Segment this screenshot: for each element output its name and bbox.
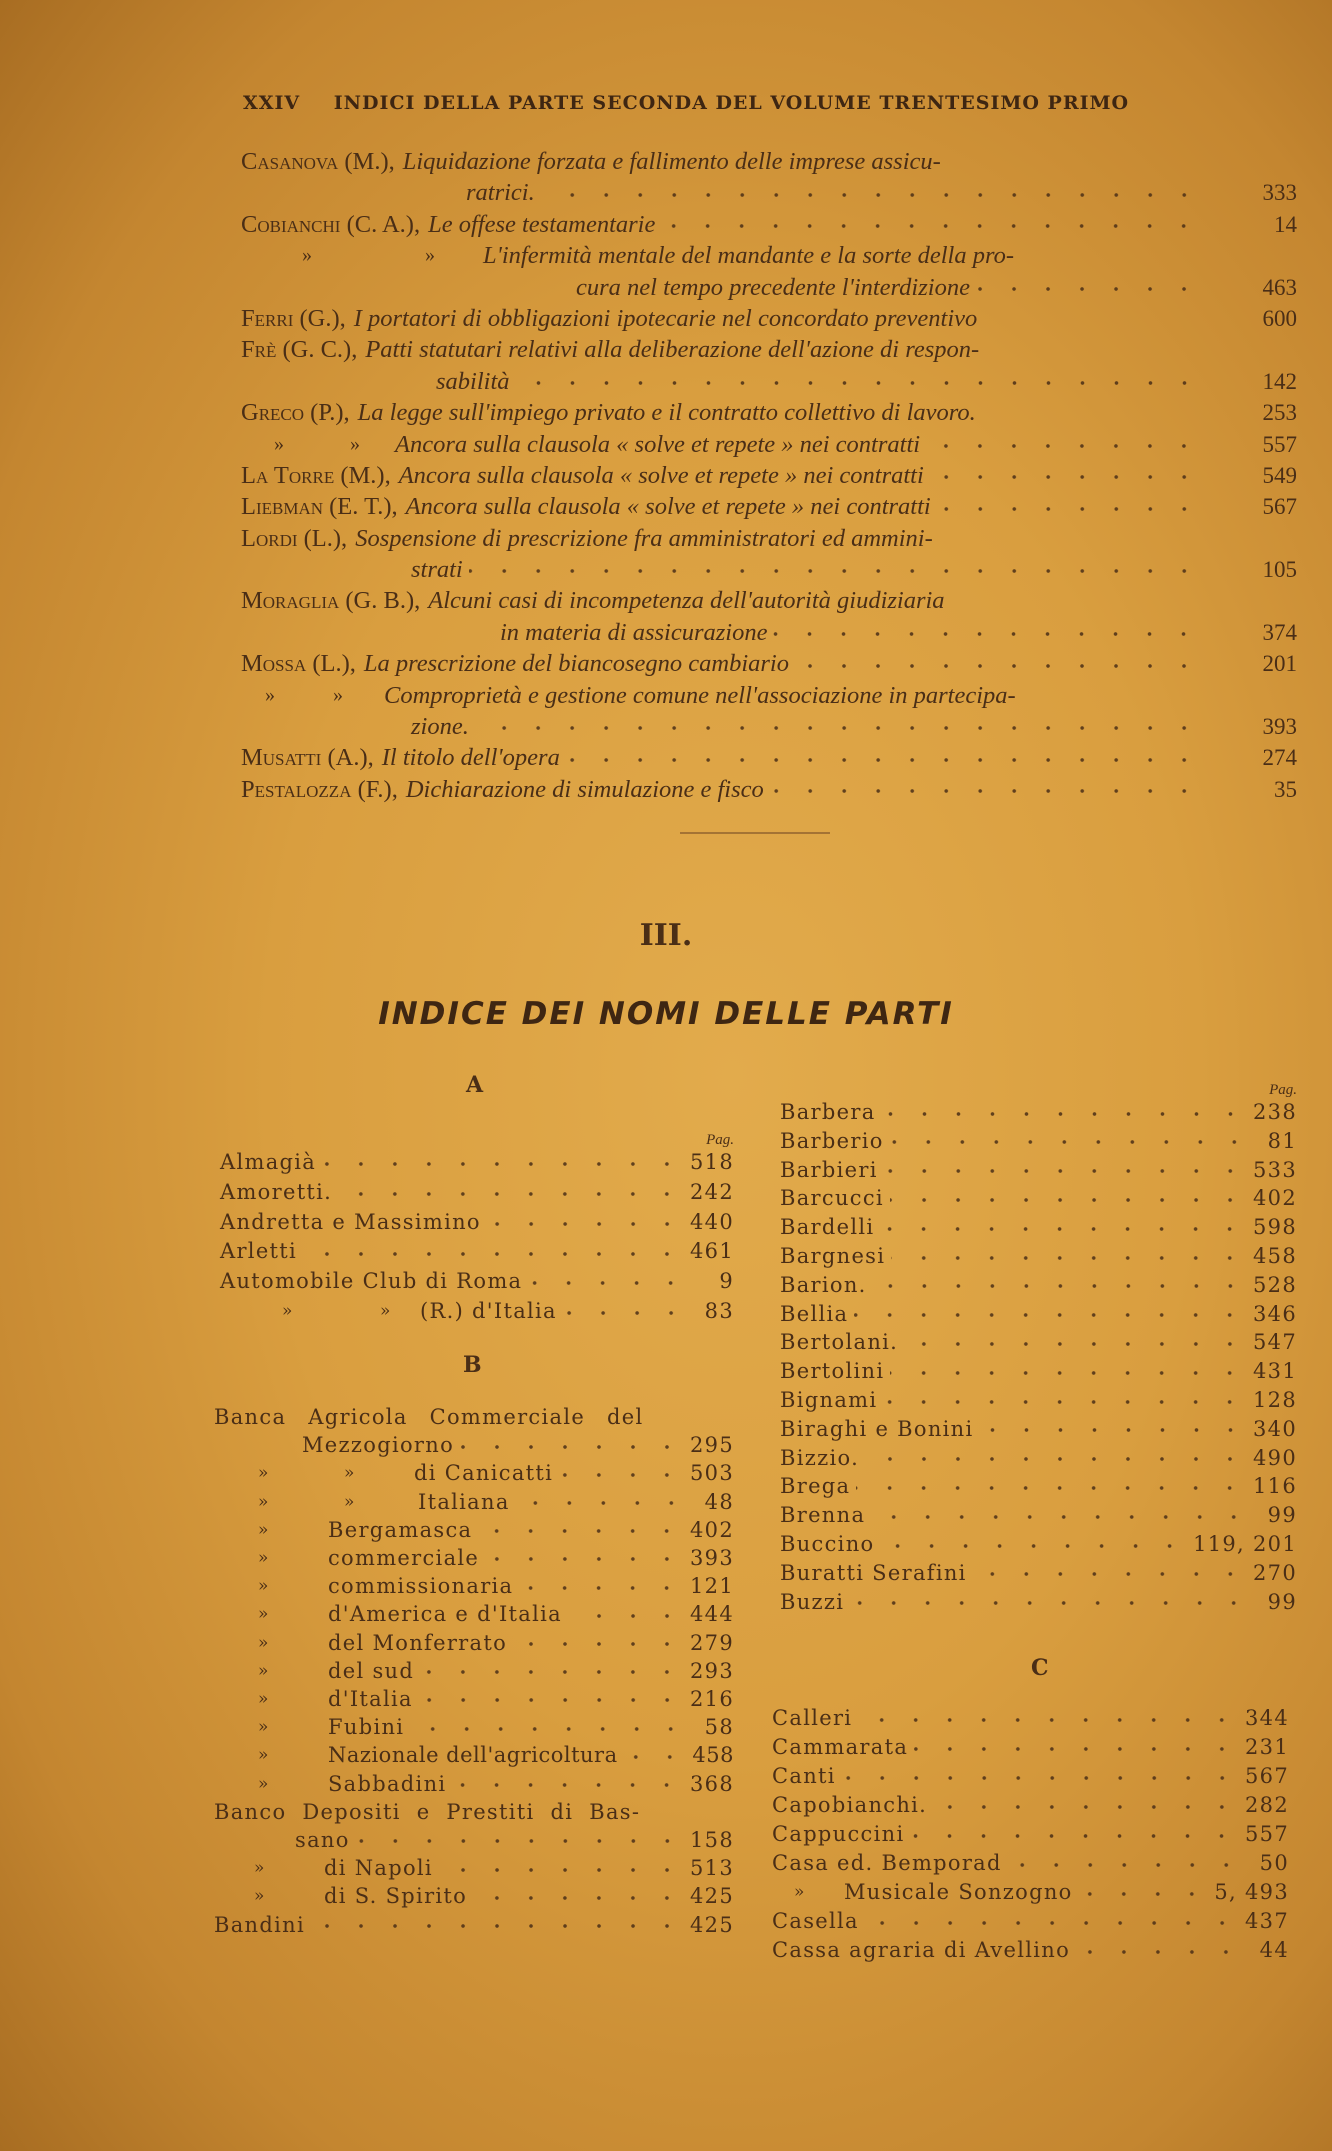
entry-name: Buratti Serafini — [780, 1560, 967, 1585]
page-ref: 513 — [690, 1856, 734, 1881]
letter-heading-b: B — [463, 1352, 482, 1378]
entry-name: Barbieri — [780, 1157, 878, 1182]
entry-name: Bertolani. — [780, 1330, 899, 1355]
page-ref: 14 — [1274, 211, 1297, 237]
index-entry — [772, 1762, 1289, 1791]
page-ref: 344 — [1245, 1706, 1289, 1730]
index-entry — [780, 1444, 1297, 1473]
letter-heading-c: C — [1031, 1655, 1049, 1681]
entry-name: di Napoli — [324, 1856, 433, 1881]
entry-name: Almagià — [220, 1150, 317, 1174]
ditto-mark: » — [258, 1717, 270, 1738]
entry-name: del Monferrato — [328, 1630, 508, 1655]
article-row — [241, 429, 1297, 460]
article-row — [241, 460, 1297, 491]
author: Liebman (E. T.), — [241, 493, 398, 521]
article-title: in materia di assicurazione — [500, 618, 768, 646]
page-ref: 44 — [1259, 1938, 1289, 1962]
page-ref: 35 — [1274, 776, 1297, 802]
entry-name: Italiana — [418, 1489, 510, 1514]
page-ref: 238 — [1253, 1100, 1297, 1124]
article-title: cura nel tempo precedente l'interdizione — [576, 273, 970, 301]
entry-name: Casa ed. Bemporad — [772, 1851, 1002, 1875]
index-entry — [220, 1208, 734, 1238]
entry-name: di S. Spirito — [324, 1884, 468, 1909]
page-ref: 547 — [1253, 1330, 1297, 1355]
entry-name: Buccino — [780, 1531, 875, 1556]
page-ref: 567 — [1262, 494, 1297, 520]
ditto-mark: » — [425, 244, 435, 267]
page-ref: 549 — [1262, 462, 1297, 488]
article-title: sabilità — [436, 367, 510, 395]
index-entry — [214, 1713, 734, 1741]
article-row — [241, 648, 1297, 679]
index-block-b-continued — [780, 1082, 1297, 1616]
page-ref: 9 — [719, 1269, 734, 1294]
page-ref: 503 — [690, 1461, 734, 1486]
page-ref: 425 — [690, 1912, 734, 1937]
article-title: Liquidazione forzata e fallimento delle imprese assicu- — [402, 148, 941, 175]
index-entry — [214, 1544, 734, 1572]
article-row — [241, 177, 1297, 208]
index-entry — [214, 1911, 734, 1939]
article-title: Ancora sulla clausola « solve et repete » nei contratti — [395, 430, 921, 458]
article-row — [241, 774, 1297, 805]
index-entry — [220, 1267, 734, 1297]
page-ref: 340 — [1253, 1416, 1297, 1441]
page-ref: 461 — [690, 1239, 734, 1264]
entry-name: Cammarata — [772, 1735, 909, 1759]
author: Pestalozza (F.), — [241, 775, 398, 803]
article-title: La prescrizione del biancosegno cambiario — [363, 650, 789, 678]
page-ref: 425 — [690, 1884, 734, 1909]
page-ref: 557 — [1245, 1822, 1289, 1846]
ditto-mark: » — [282, 1300, 294, 1321]
index-entry — [780, 1213, 1297, 1242]
page-ref: 158 — [690, 1828, 734, 1853]
article-title: Alcuni casi di incompetenza dell'autorità giudiziaria — [428, 587, 945, 615]
page-ref: 458 — [1253, 1243, 1297, 1268]
author: Mossa (L.), — [241, 650, 356, 678]
entry-name: Nazionale dell'agricoltura — [328, 1743, 618, 1768]
index-block-b — [214, 1403, 734, 1939]
ditto-mark: » — [274, 432, 284, 455]
author: Greco (P.), — [241, 399, 350, 427]
ditto-mark: » — [380, 1300, 392, 1321]
index-entry — [772, 1849, 1289, 1878]
article-title: Patti statutari relativi alla deliberazione dell'azione di respon- — [365, 336, 980, 364]
author: Frè (G. C.), — [241, 336, 358, 364]
entry-name: d'America e d'Italia — [328, 1602, 562, 1627]
index-entry — [214, 1629, 734, 1657]
article-row — [241, 554, 1297, 585]
entry-name: Bandini — [214, 1912, 305, 1937]
ditto-mark: » — [344, 1491, 356, 1512]
page-ref: 463 — [1262, 274, 1297, 300]
section-title: INDICE DEI NOMI DELLE PARTI — [378, 996, 954, 1032]
article-row — [241, 585, 1297, 616]
page-ref: 402 — [1253, 1186, 1297, 1211]
section-number: III. — [639, 918, 693, 953]
index-entry — [214, 1600, 734, 1628]
page-ref: 368 — [690, 1771, 734, 1796]
article-title: L'infermità mentale del mandante e la sorte della pro- — [483, 242, 1015, 270]
page-ref: 293 — [690, 1658, 734, 1683]
ditto-mark: » — [258, 1745, 269, 1766]
ditto-mark: » — [258, 1548, 270, 1569]
index-entry — [214, 1459, 734, 1487]
entry-name: Brega — [780, 1474, 851, 1499]
page-ref: 458 — [692, 1743, 734, 1768]
page-ref: 128 — [1253, 1387, 1297, 1412]
ditto-mark: » — [344, 1463, 356, 1484]
ditto-mark: » — [254, 1858, 266, 1879]
ditto-mark: » — [258, 1519, 270, 1540]
entry-name: Canti — [772, 1764, 836, 1788]
page-ref: 99 — [1267, 1503, 1297, 1528]
ditto-mark: » — [258, 1660, 270, 1681]
entry-name: del sud — [328, 1658, 415, 1683]
ditto-mark: » — [302, 244, 312, 267]
index-entry — [772, 1936, 1289, 1965]
article-title: Le offese testamentarie — [428, 210, 656, 238]
index-entry — [220, 1237, 734, 1267]
entry-name: Cappuccini — [772, 1822, 905, 1846]
page-ref: 5, 493 — [1214, 1880, 1289, 1904]
index-entry — [220, 1178, 734, 1208]
entry-name: Musicale Sonzogno — [844, 1880, 1073, 1904]
page-ref: 83 — [704, 1298, 734, 1323]
index-entry — [780, 1127, 1297, 1156]
entry-name: Bergamasca — [328, 1517, 473, 1542]
entry-name: Cassa agraria di Avellino — [772, 1938, 1071, 1962]
author: Lordi (L.), — [241, 524, 348, 552]
page-ref: 216 — [690, 1687, 734, 1712]
index-entry — [214, 1516, 734, 1544]
index-entry — [214, 1685, 734, 1713]
page-ref: 567 — [1245, 1764, 1289, 1788]
article-title: Sospensione di prescrizione fra amministratori ed ammini- — [355, 524, 933, 552]
index-entry — [780, 1530, 1297, 1559]
article-title: Il titolo dell'opera — [381, 744, 560, 772]
running-header — [243, 92, 1193, 114]
entry-name: Fubini — [328, 1715, 405, 1740]
index-entry — [214, 1657, 734, 1685]
entry-name: Calleri — [772, 1706, 853, 1730]
page-ref: 50 — [1259, 1851, 1289, 1875]
article-row — [241, 680, 1297, 711]
page-ref: 99 — [1267, 1589, 1297, 1614]
index-entry — [772, 1907, 1289, 1936]
page-ref: 518 — [690, 1150, 734, 1174]
ditto-mark: » — [258, 1491, 270, 1512]
entry-name: Mezzogiorno — [302, 1433, 455, 1458]
page-ref: 333 — [1262, 180, 1297, 206]
entry-name: Bertolini — [780, 1359, 885, 1384]
article-row — [241, 146, 1297, 177]
index-block-c — [772, 1704, 1289, 1965]
pag-label: Pag. — [706, 1132, 734, 1148]
index-entry — [780, 1300, 1297, 1329]
index-entry — [780, 1184, 1297, 1213]
ditto-mark: » — [258, 1576, 270, 1597]
article-row — [241, 303, 1297, 334]
page-ref: 374 — [1262, 619, 1297, 645]
index-entry — [214, 1403, 734, 1431]
article-title: La legge sull'impiego privato e il contratto collettivo di lavoro. — [357, 399, 976, 427]
entry-name: Banco Depositi e Prestiti di Bas- — [214, 1799, 641, 1824]
page-ref: 598 — [1253, 1215, 1297, 1240]
article-row — [241, 523, 1297, 554]
author: Cobianchi (C. A.), — [241, 210, 421, 238]
article-title: strati — [411, 556, 463, 584]
index-entry — [780, 1328, 1297, 1357]
entry-name: Barcucci — [780, 1186, 884, 1211]
page-ref: 444 — [690, 1602, 734, 1627]
entry-name: Bargnesi — [780, 1243, 886, 1268]
entry-name: Bellia — [780, 1301, 849, 1326]
ditto-mark: » — [258, 1689, 270, 1710]
index-entry — [214, 1431, 734, 1459]
index-entry — [214, 1798, 734, 1826]
index-entry — [220, 1148, 734, 1178]
page-ref: 142 — [1262, 368, 1297, 394]
index-entry — [772, 1733, 1289, 1762]
pag-label: Pag. — [1269, 1082, 1297, 1098]
entry-name: d'Italia — [328, 1687, 413, 1712]
entry-name: Biraghi e Bonini — [780, 1416, 974, 1441]
index-entry — [780, 1242, 1297, 1271]
index-entry — [780, 1588, 1297, 1617]
article-title: Comproprietà e gestione comune nell'associazione in partecipa- — [384, 681, 1016, 709]
entry-name: Bignami — [780, 1387, 878, 1412]
article-row — [241, 209, 1297, 240]
author: Musatti (A.), — [241, 744, 374, 772]
ditto-mark: » — [254, 1886, 266, 1907]
entry-name: commissionaria — [328, 1574, 514, 1599]
article-row — [241, 742, 1297, 773]
entry-name: Barberio — [780, 1128, 884, 1153]
entry-name: sano — [295, 1828, 350, 1853]
page-ref: 121 — [690, 1574, 734, 1599]
page-ref: 557 — [1262, 431, 1297, 457]
page-ref: 201 — [1262, 651, 1297, 677]
entry-name: Capobianchi. — [772, 1793, 928, 1817]
entry-name: Arletti — [220, 1239, 298, 1264]
index-entry — [780, 1271, 1297, 1300]
index-entry — [780, 1559, 1297, 1588]
article-row — [241, 272, 1297, 303]
article-title: Ancora sulla clausola « solve et repete » nei contratti — [398, 461, 924, 489]
letter-heading-a: A — [466, 1072, 484, 1098]
author: Ferri (G.), — [241, 304, 346, 332]
article-title: ratrici. — [466, 179, 535, 207]
index-entry — [220, 1297, 734, 1327]
page-ref: 48 — [704, 1489, 734, 1514]
index-entry — [780, 1501, 1297, 1530]
index-entry — [214, 1572, 734, 1600]
author: Moraglia (G. B.), — [241, 587, 421, 615]
index-entry — [214, 1770, 734, 1798]
entry-name: commerciale — [328, 1546, 480, 1571]
page-ref: 490 — [1253, 1445, 1297, 1470]
index-entry — [780, 1156, 1297, 1185]
entry-name: Bizzio. — [780, 1445, 860, 1470]
index-entry — [772, 1791, 1289, 1820]
page-ref: 105 — [1262, 557, 1297, 583]
ditto-mark: » — [794, 1882, 806, 1902]
article-row — [241, 397, 1297, 428]
entry-name: Sabbadini — [328, 1771, 447, 1796]
page-ref: 231 — [1245, 1735, 1289, 1759]
index-entry — [772, 1704, 1289, 1733]
article-row — [241, 366, 1297, 397]
entry-name: Bardelli — [780, 1215, 875, 1240]
page-ref: 393 — [1262, 714, 1297, 740]
entry-name: Banca Agricola Commerciale del — [214, 1405, 644, 1429]
ditto-mark: » — [258, 1463, 270, 1484]
entry-name: Barion. — [780, 1272, 867, 1297]
entry-name: Automobile Club di Roma — [220, 1269, 523, 1294]
index-entry — [214, 1854, 734, 1882]
index-entry — [780, 1098, 1297, 1127]
article-row — [241, 334, 1297, 365]
article-title: I portatori di obbligazioni ipotecarie nel concordato preventivo — [353, 304, 978, 332]
entry-name: Brenna — [780, 1503, 866, 1528]
page-ref: 279 — [690, 1630, 734, 1655]
page-ref: 533 — [1253, 1157, 1297, 1182]
page-ref: 81 — [1267, 1128, 1297, 1153]
author: La Torre (M.), — [241, 461, 391, 489]
page-ref: 270 — [1253, 1560, 1297, 1585]
entry-name: Andretta e Massimino — [220, 1209, 481, 1234]
page-ref: 58 — [704, 1715, 734, 1740]
article-row — [241, 491, 1297, 522]
article-row — [241, 617, 1297, 648]
author: Casanova (M.), — [241, 148, 395, 175]
entry-name: Barbera — [780, 1100, 876, 1124]
page-ref: 253 — [1262, 400, 1297, 426]
page-ref: 402 — [690, 1517, 734, 1542]
article-row — [241, 711, 1297, 742]
entry-name: Buzzi — [780, 1589, 845, 1614]
page-number: XXIV — [243, 92, 301, 114]
page-ref: 116 — [1253, 1474, 1297, 1499]
page-ref: 437 — [1245, 1909, 1289, 1933]
articles-index — [241, 146, 1297, 805]
page-ref: 440 — [690, 1209, 734, 1234]
header-title: INDICI DELLA PARTE SECONDA DEL VOLUME TRENTESIMO PRIMO — [333, 92, 1130, 114]
ditto-mark: » — [258, 1773, 270, 1794]
page-ref: 282 — [1245, 1793, 1289, 1817]
index-entry — [214, 1488, 734, 1516]
page-ref: 346 — [1253, 1301, 1297, 1326]
index-entry — [214, 1741, 734, 1769]
index-block-a — [220, 1132, 734, 1327]
index-entry — [214, 1826, 734, 1854]
article-title: Dichiarazione di simulazione e fisco — [405, 775, 764, 803]
page-ref: 119, 201 — [1193, 1531, 1297, 1556]
ditto-mark: » — [350, 432, 360, 455]
page-ref: 528 — [1253, 1272, 1297, 1297]
entry-name: Casella — [772, 1909, 859, 1933]
page-ref: 393 — [690, 1546, 734, 1571]
index-entry — [780, 1357, 1297, 1386]
page-ref: 242 — [690, 1179, 734, 1204]
page-ref: 274 — [1262, 745, 1297, 771]
ditto-mark: » — [258, 1632, 270, 1653]
ditto-mark: » — [265, 683, 275, 706]
page-ref: 295 — [690, 1433, 734, 1458]
ditto-mark: » — [333, 683, 343, 706]
entry-name: (R.) d'Italia — [420, 1298, 557, 1323]
index-entry — [780, 1386, 1297, 1415]
article-title: Ancora sulla clausola « solve et repete » nei contratti — [405, 493, 931, 521]
entry-name: di Canicatti — [414, 1461, 554, 1486]
article-title: zione. — [411, 713, 469, 741]
page-ref: 431 — [1253, 1359, 1297, 1384]
article-row — [241, 240, 1297, 271]
page-ref: 600 — [1262, 305, 1297, 331]
index-entry — [214, 1882, 734, 1910]
index-entry — [772, 1878, 1289, 1907]
index-entry — [780, 1415, 1297, 1444]
ditto-mark: » — [258, 1604, 270, 1625]
section-divider — [680, 832, 830, 834]
entry-name: Amoretti. — [220, 1179, 333, 1204]
index-entry — [780, 1472, 1297, 1501]
index-entry — [772, 1820, 1289, 1849]
